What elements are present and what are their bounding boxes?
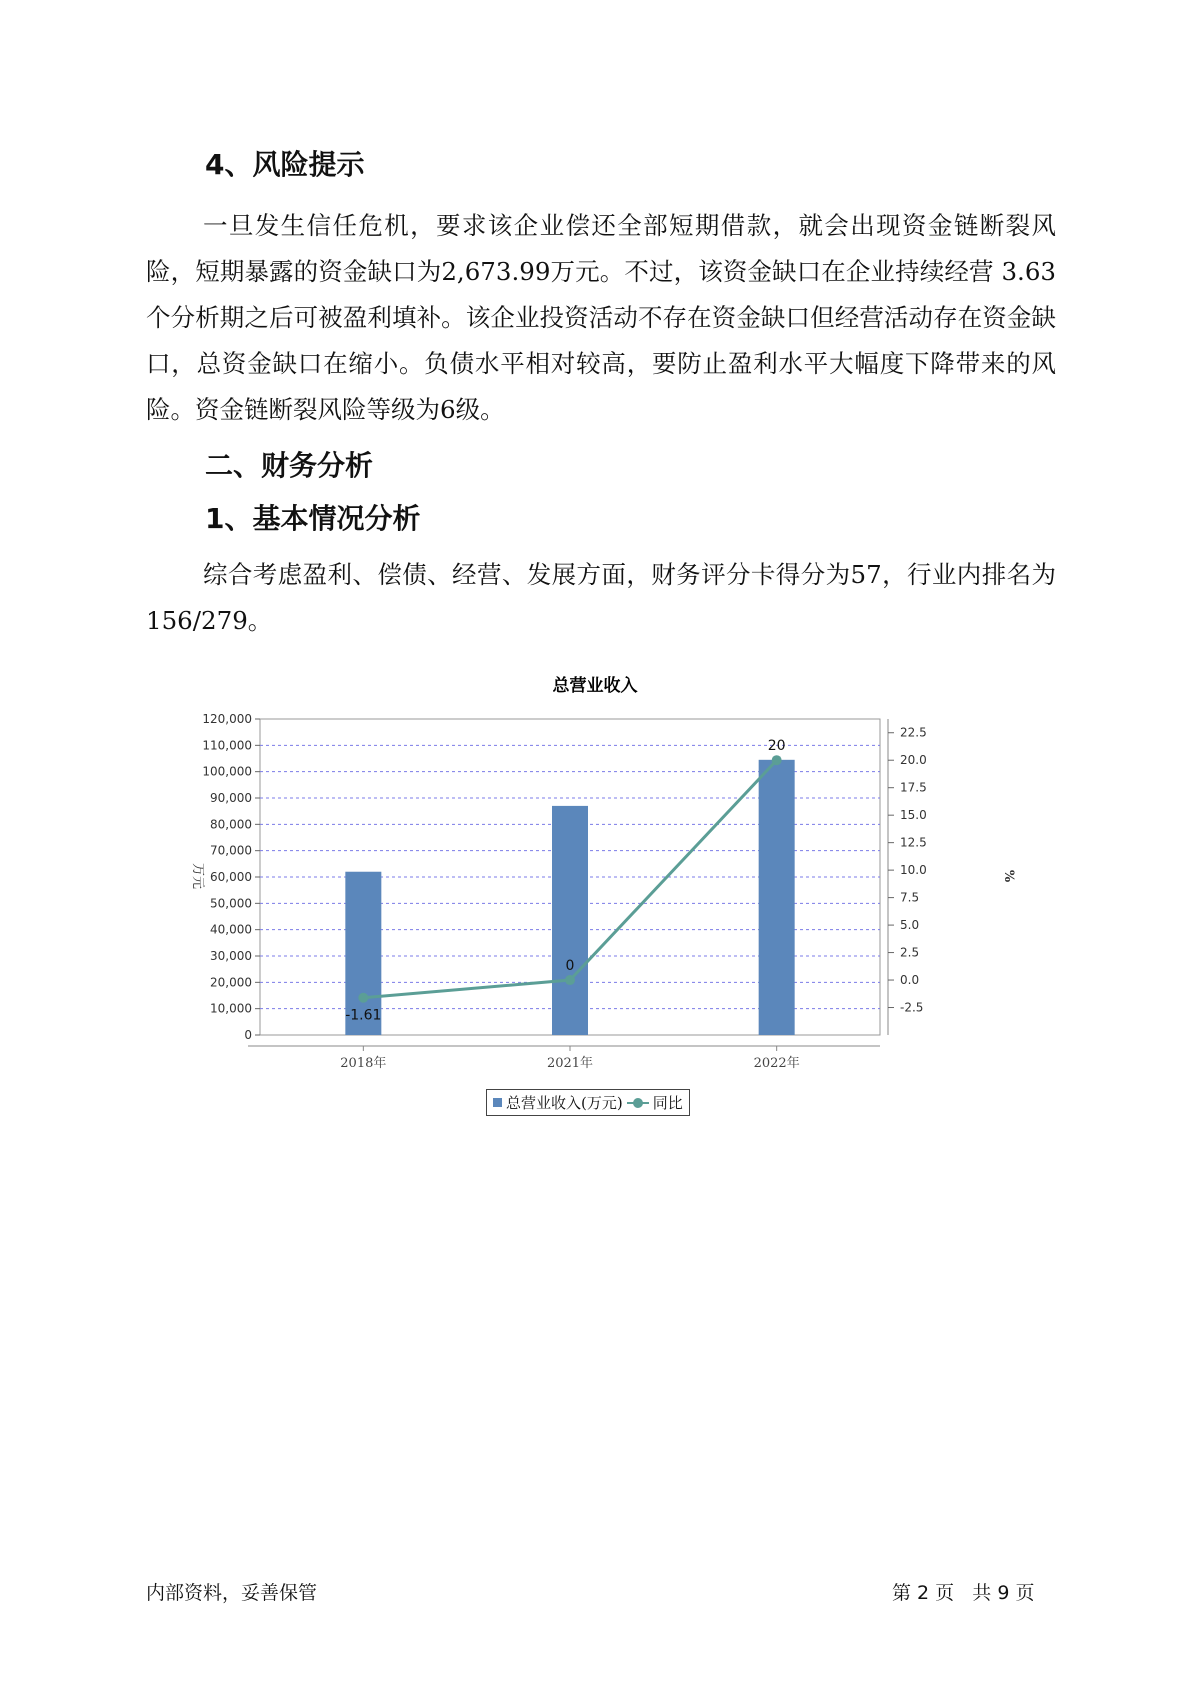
y2-tick-label: 22.5 bbox=[900, 725, 927, 740]
y2-tick-label: 2.5 bbox=[900, 945, 920, 960]
x-tick-label: 2022年 bbox=[753, 1056, 800, 1071]
revenue-chart bbox=[170, 665, 1020, 1135]
y-tick-label: 0 bbox=[244, 1028, 252, 1042]
y-tick-label: 120,000 bbox=[202, 712, 252, 726]
y-axis-label: 万元 bbox=[190, 862, 205, 890]
y-tick-label: 50,000 bbox=[210, 896, 252, 911]
y2-tick-label: 7.5 bbox=[900, 890, 920, 905]
y2-tick-label: 10.0 bbox=[900, 863, 927, 878]
y-tick-label: 40,000 bbox=[210, 922, 252, 937]
risk-paragraph: 一旦发生信任危机，要求该企业偿还全部短期借款，就会出现资金链断裂风险，短期暴露的资金缺口为2,673.99万元。不过，该资金缺口在企业持续经营 3.63个分析期之后可被盈利填补。该企业投资活动不存在资金缺口但经营活动存在资金缺口，总资金缺口在缩小。负债水平相对较高，要防止盈利水平大幅度下降带来的风险。资金链断裂风险等级为6级。 bbox=[146, 211, 1056, 424]
bar bbox=[552, 806, 588, 1035]
basic-paragraph: 综合考虑盈利、偿债、经营、发展方面，财务评分卡得分为57，行业内排名为156/279。 bbox=[146, 560, 1056, 635]
finance-heading: 二、财务分析 bbox=[205, 449, 374, 482]
y-tick-label: 60,000 bbox=[210, 870, 252, 884]
legend-line-label: 同比 bbox=[652, 1094, 683, 1112]
y2-tick-label: 5.0 bbox=[900, 918, 920, 933]
legend-bar-swatch bbox=[493, 1098, 502, 1107]
data-label: 0 bbox=[565, 958, 575, 975]
y-tick-label: 100,000 bbox=[202, 764, 252, 779]
bar bbox=[759, 760, 795, 1035]
yoy-point bbox=[772, 755, 782, 765]
data-label: -1.61 bbox=[345, 1007, 382, 1024]
yoy-point bbox=[358, 993, 368, 1003]
y2-tick-label: 20.0 bbox=[900, 753, 927, 768]
footer-right: 第 2 页 共 9 页 bbox=[892, 1582, 1035, 1604]
x-tick-label: 2018年 bbox=[340, 1056, 387, 1071]
legend-bar-label: 总营业收入(万元) bbox=[506, 1094, 623, 1112]
legend-line-swatch bbox=[627, 1097, 649, 1109]
y2-tick-label: -2.5 bbox=[900, 1000, 924, 1015]
y-tick-label: 70,000 bbox=[210, 843, 252, 858]
chart-legend bbox=[486, 1089, 690, 1116]
x-tick-label: 2021年 bbox=[546, 1056, 594, 1071]
chart-title: 总营业收入 bbox=[552, 676, 638, 696]
y-tick-label: 20,000 bbox=[210, 975, 252, 990]
y-tick-label: 80,000 bbox=[210, 817, 252, 832]
footer-left: 内部资料，妥善保管 bbox=[146, 1582, 318, 1604]
y-tick-label: 90,000 bbox=[210, 791, 252, 805]
y2-tick-label: 0.0 bbox=[900, 973, 920, 988]
revenue-chart-svg bbox=[170, 665, 1020, 1135]
y2-tick-label: 17.5 bbox=[900, 780, 927, 795]
y-tick-label: 110,000 bbox=[202, 738, 252, 753]
risk-heading: 4、风险提示 bbox=[205, 148, 365, 181]
y-tick-label: 10,000 bbox=[210, 1001, 252, 1016]
data-label: 20 bbox=[767, 738, 786, 755]
y2-axis-label: % bbox=[1001, 869, 1016, 883]
y-tick-label: 30,000 bbox=[210, 949, 252, 963]
y2-tick-label: 15.0 bbox=[900, 808, 927, 823]
y2-tick-label: 12.5 bbox=[900, 835, 927, 850]
basic-heading: 1、基本情况分析 bbox=[205, 502, 421, 535]
yoy-point bbox=[565, 975, 575, 985]
